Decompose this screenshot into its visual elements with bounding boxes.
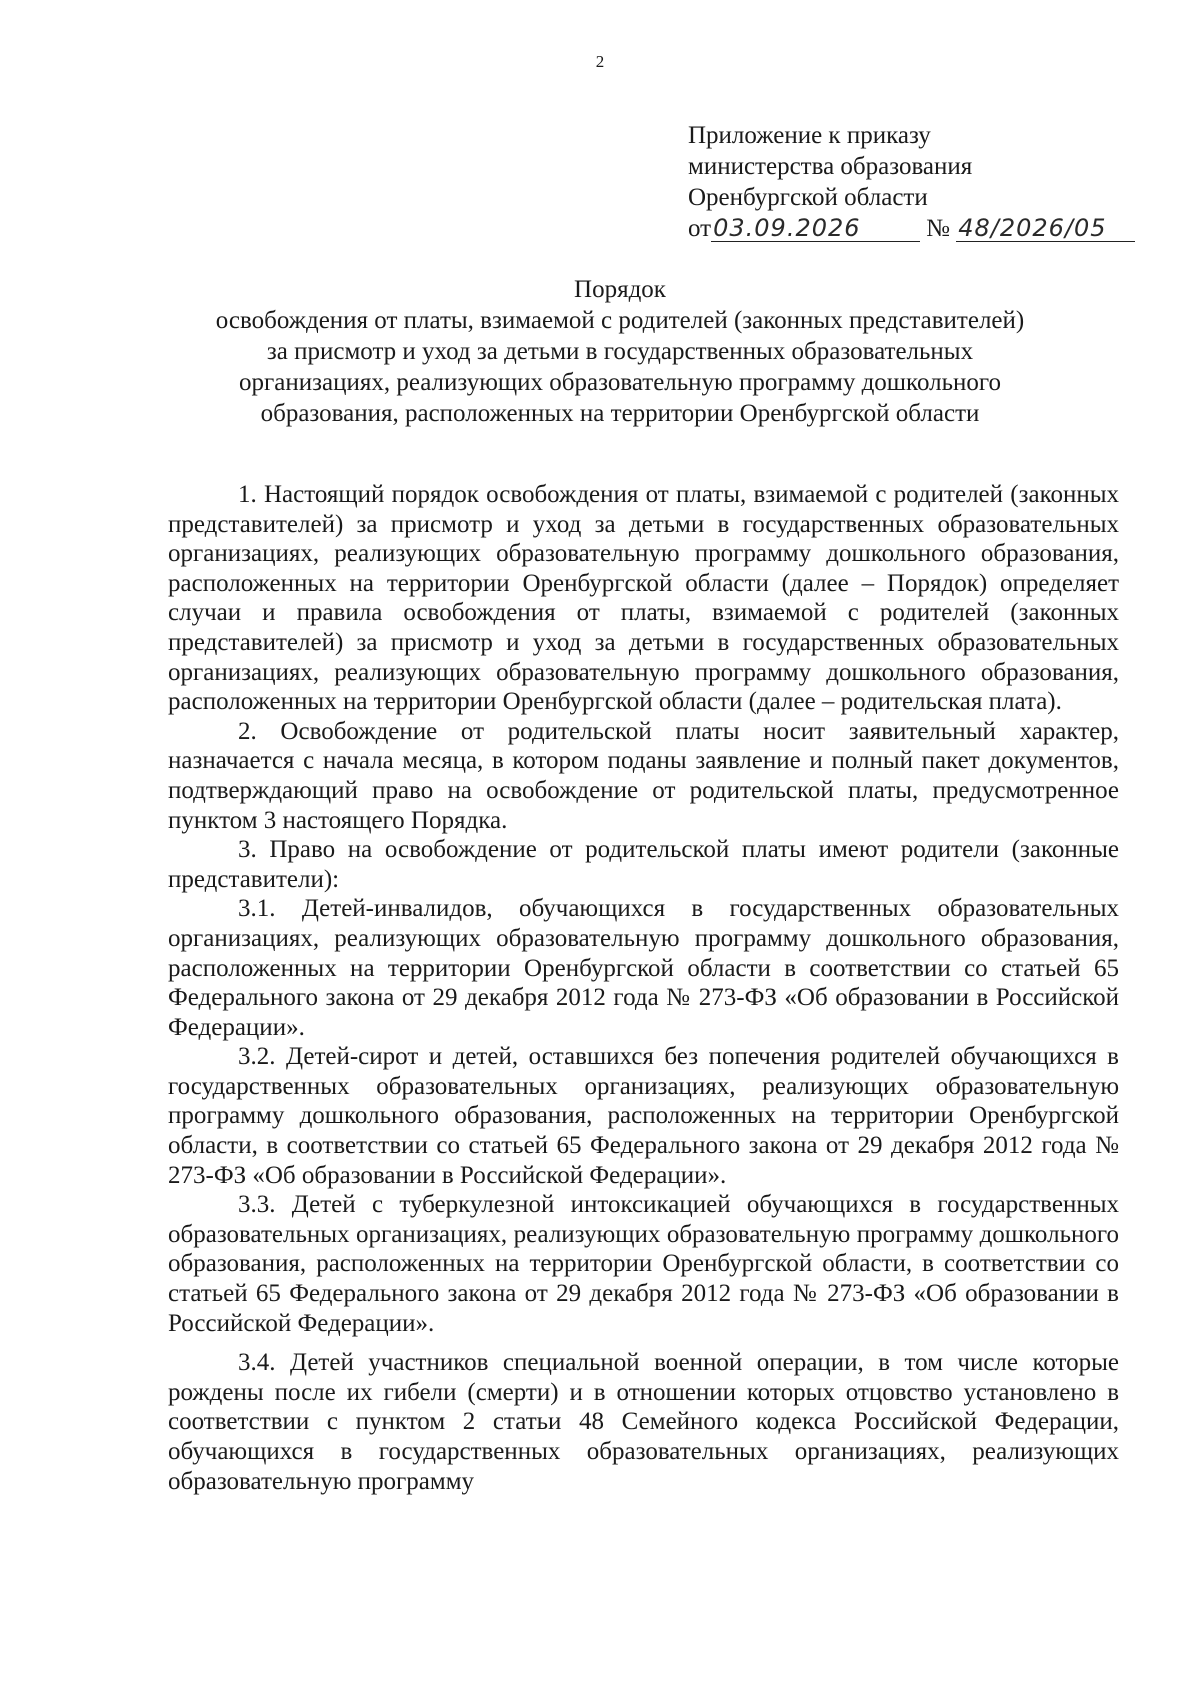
title-line-2: за присмотр и уход за детьми в государственных образовательных	[266, 338, 974, 365]
number-label: №	[926, 215, 950, 242]
appendix-date-number-line	[688, 213, 1135, 244]
appendix-header	[688, 120, 1135, 244]
document-title	[150, 274, 1090, 429]
date-prefix: от	[688, 215, 712, 242]
appendix-line-2: министерства образования	[688, 153, 973, 180]
appendix-line-3: Оренбургской области	[688, 184, 928, 211]
order-date: 03.09.2026	[711, 215, 920, 242]
title-heading: Порядок	[574, 276, 666, 303]
paragraph-3: 3. Право на освобождение от родительской платы имеют родители (законные представители):	[168, 836, 1119, 893]
paragraph-3-3: 3.3. Детей с туберкулезной интоксикацией обучающихся в государственных образовательных организациях, реализующих образовательную программу дошкольного образования, расположенных на территории Оренбургской области, в соответствии со статьей 65 Федерального закона от 29 декабря 2012 года № 273-ФЗ «Об образовании в Российской Федерации».	[168, 1191, 1119, 1337]
title-line-4: образования, расположенных на территории Оренбургской области	[260, 400, 980, 427]
title-line-1: освобождения от платы, взимаемой с родителей (законных представителей)	[215, 307, 1025, 334]
page-number: 2	[595, 52, 605, 71]
paragraph-2: 2. Освобождение от родительской платы носит заявительный характер, назначается с начала месяца, в котором поданы заявление и полный пакет документов, подтверждающий право на освобождение от родительской платы, предусмотренное пунктом 3 настоящего Порядка.	[168, 717, 1119, 834]
order-number: 48/2026/05	[956, 215, 1135, 242]
title-line-3: организациях, реализующих образовательную программу дошкольного	[238, 369, 1001, 396]
paragraph-3-4: 3.4. Детей участников специальной военной операции, в том числе которые рождены после их гибели (смерти) и в отношении которых отцовство установлено в соответствии с пунктом 2 статьи 48 Семейного кодекса Российской Федерации, обучающихся в государственных образовательных организациях, реализующих образовательную программу	[168, 1349, 1119, 1495]
paragraph-3-1: 3.1. Детей-инвалидов, обучающихся в государственных образовательных организациях, реализующих образовательную программу дошкольного образования, расположенных на территории Оренбургской области в соответствии со статьей 65 Федерального закона от 29 декабря 2012 года № 273-ФЗ «Об образовании в Российской Федерации».	[168, 895, 1119, 1041]
paragraph-1: 1. Настоящий порядок освобождения от платы, взимаемой с родителей (законных представителей) за присмотр и уход за детьми в государственных образовательных организациях, реализующих образовательную программу дошкольного образования, расположенных на территории Оренбургской области (далее – Порядок) определяет случаи и правила освобождения от платы, взимаемой с родителей (законных представителей) за присмотр и уход за детьми в государственных образовательных организациях, реализующих образовательную программу дошкольного образования, расположенных на территории Оренбургской области (далее – родительская плата).	[168, 481, 1119, 716]
paragraph-3-2: 3.2. Детей-сирот и детей, оставшихся без попечения родителей обучающихся в государственных образовательных организациях, реализующих образовательную программу дошкольного образования, расположенных на территории Оренбургской области, в соответствии со статьей 65 Федерального закона от 29 декабря 2012 года № 273-ФЗ «Об образовании в Российской Федерации».	[168, 1043, 1119, 1189]
document-body	[168, 480, 1119, 1496]
appendix-line-1: Приложение к приказу	[688, 122, 931, 149]
